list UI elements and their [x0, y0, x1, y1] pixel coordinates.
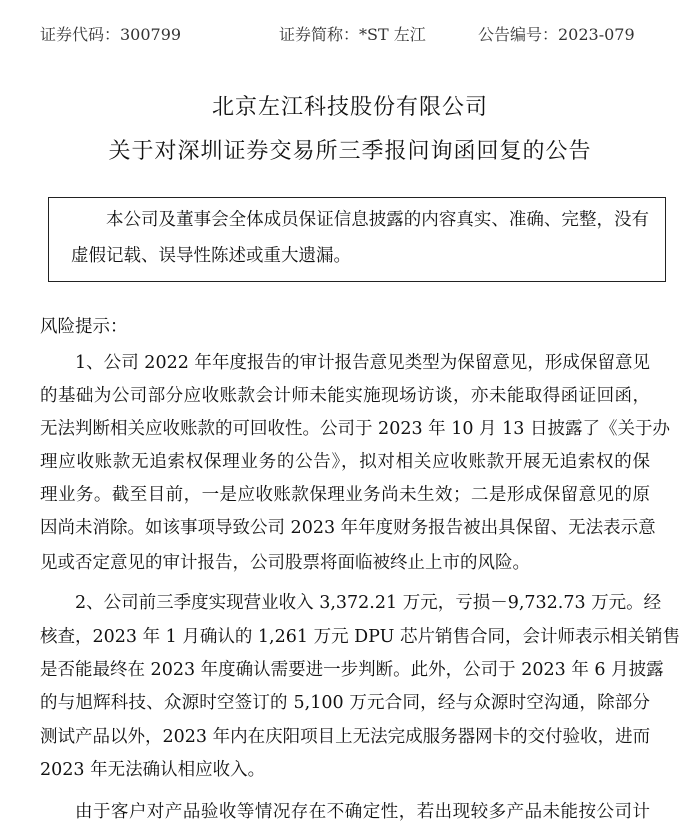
notice-title: 关于对深圳证券交易所三季报问询函回复的公告: [108, 139, 592, 164]
statement-line: 本公司及董事会全体成员保证信息披露的内容真实、准确、完整，没有: [106, 210, 649, 230]
paragraph-line: 的基础为公司部分应收账款会计师未能实施现场访谈，亦未能取得函证回函，: [40, 386, 650, 406]
paragraph-line: 1、公司 2022 年年度报告的审计报告意见类型为保留意见，形成保留意见: [75, 353, 650, 373]
paragraph-line: 2023 年无法确认相应收入。: [40, 760, 266, 780]
statement-box: [48, 197, 666, 282]
paragraph-line: 2、公司前三季度实现营业收入 3,372.21 万元，亏损－9,732.73 万元。经: [75, 593, 662, 613]
paragraph-line: 由于客户对产品验收等情况存在不确定性，若出现较多产品未能按公司计: [75, 802, 650, 822]
notice-number: 公告编号：2023-079: [478, 25, 635, 44]
paragraph-line: 理应收账款无追索权保理业务的公告》，拟对相关应收账款开展无追索权的保: [40, 452, 650, 472]
paragraph-line: 无法判断相关应收账款的可回收性。公司于 2023 年 10 月 13 日披露了《关于办: [40, 419, 670, 439]
risk-heading: 风险提示：: [40, 317, 128, 337]
statement-line: 虚假记载、误导性陈述或重大遗漏。: [71, 246, 351, 266]
paragraph-line: 理业务。截至目前，一是应收账款保理业务尚未生效；二是形成保留意见的原: [40, 485, 650, 505]
company-title: 北京左江科技股份有限公司: [211, 95, 488, 120]
security-short-name: 证券简称：*ST 左江: [279, 25, 426, 44]
paragraph-line: 的与旭辉科技、众源时空签订的 5,100 万元合同，经与众源时空沟通，除部分: [40, 693, 650, 713]
paragraph-line: 见或否定意见的审计报告，公司股票将面临被终止上市的风险。: [40, 553, 530, 573]
paragraph-line: 核查，2023 年 1 月确认的 1,261 万元 DPU 芯片销售合同，会计师表示相关销售: [40, 627, 680, 647]
security-code: 证券代码：300799: [40, 25, 182, 44]
paragraph-line: 是否能最终在 2023 年度确认需要进一步判断。此外，公司于 2023 年 6 月披露: [40, 660, 664, 680]
paragraph-line: 因尚未消除。如该事项导致公司 2023 年年度财务报告被出具保留、无法表示意: [40, 518, 656, 538]
paragraph-line: 测试产品以外，2023 年内在庆阳项目上无法完成服务器网卡的交付验收，进而: [40, 727, 651, 747]
